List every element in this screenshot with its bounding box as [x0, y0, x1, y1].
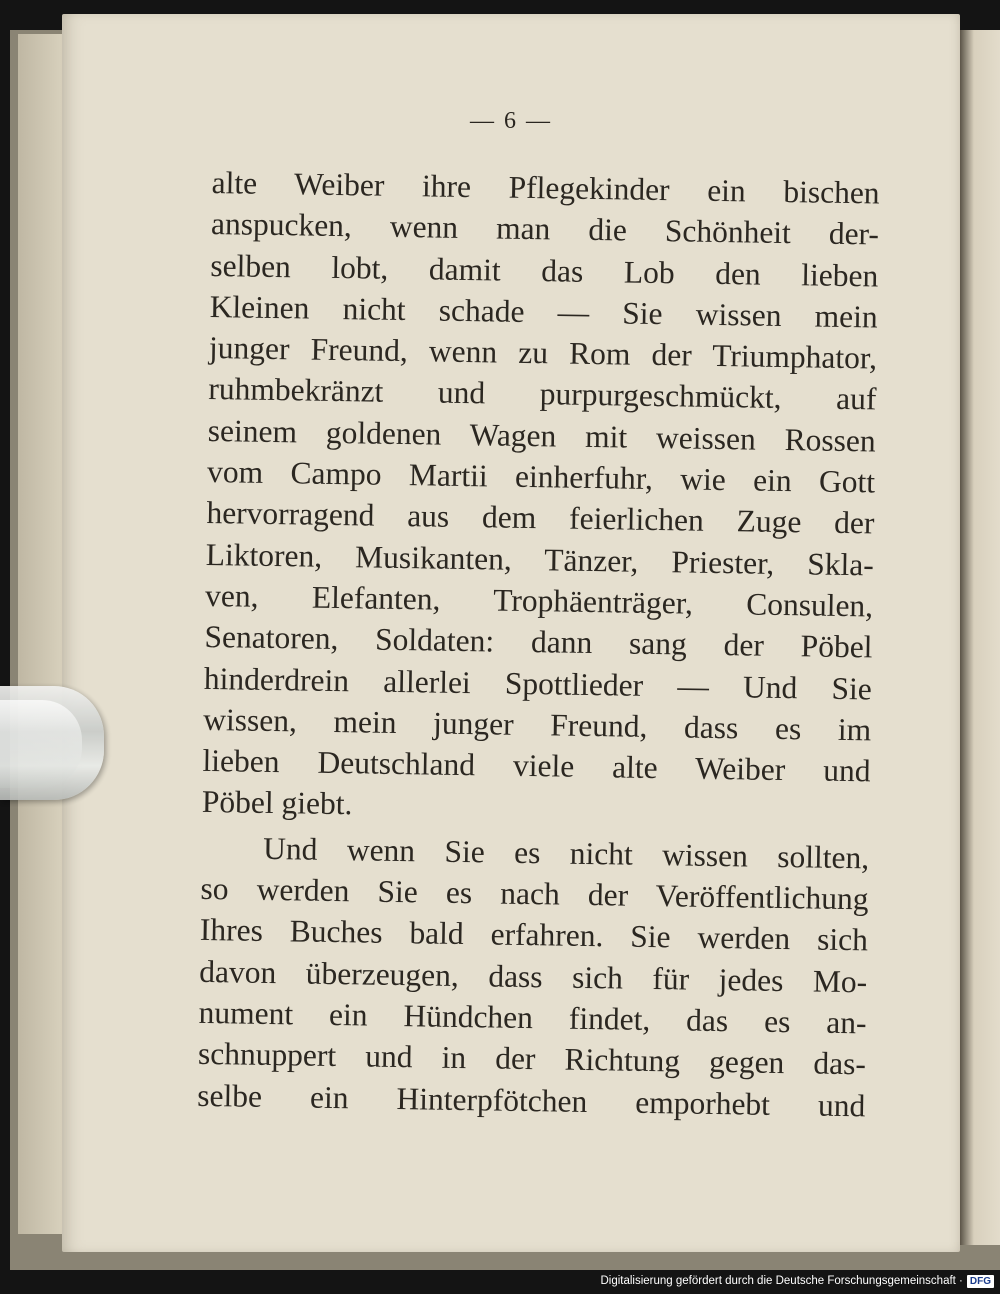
text-line: hervorragend aus dem feierlichen Zuge der: [206, 495, 875, 541]
right-page-edge: [960, 30, 1000, 1245]
text-line: nument ein Hündchen findet, das es an-: [198, 994, 867, 1041]
text-line: Liktoren, Musikanten, Tänzer, Priester, Skla-: [205, 536, 875, 583]
text-line: junger Freund, wenn zu Rom der Triumphator,: [208, 330, 878, 376]
text-line: vom Campo Martii einherfuhr, wie ein Gott: [206, 454, 876, 500]
text-line: lieben Deutschland viele alte Weiber und: [202, 743, 871, 789]
text-line: schnuppert und in der Richtung gegen das-: [197, 1036, 867, 1082]
digitization-credit: [600, 1272, 994, 1290]
text-line: alte Weiber ihre Pflegekinder ein bischen: [211, 164, 880, 211]
text-line: selben lobt, damit das Lob den lieben: [210, 247, 879, 294]
text-line: wissen, mein junger Freund, dass es im: [202, 701, 872, 748]
text-line: Senatoren, Soldaten: dann sang der Pöbel: [204, 619, 873, 665]
page-number: — 6 —: [470, 108, 552, 134]
text-line: ruhmbekränzt und purpurgeschmückt, auf: [208, 371, 877, 417]
book-page: [62, 14, 960, 1252]
text-line: selbe ein Hinterpfötchen emporhebt und: [197, 1077, 866, 1123]
text-line: so werden Sie es nach der Veröffentlichung: [200, 870, 869, 917]
text-line: seinem goldenen Wagen mit weissen Rossen: [207, 412, 876, 459]
text-line: ven, Elefanten, Trophäenträger, Consulen,: [204, 577, 874, 624]
text-line: Kleinen nicht schade — Sie wissen mein: [209, 288, 878, 335]
paragraph-start-line: Und wenn Sie es nicht wissen sollten,: [262, 830, 870, 876]
page-body-text: [197, 162, 880, 1126]
text-line: Ihres Buches bald erfahren. Sie werden sich: [199, 912, 869, 958]
credit-text: Digitalisierung gefördert durch die Deutsche Forschungsgemeinschaft ·: [600, 1275, 963, 1287]
text-line: Pöbel giebt.: [201, 784, 353, 822]
text-line: hinderdrein allerlei Spottlieder — Und Sie: [203, 660, 873, 706]
dfg-logo: DFG: [967, 1275, 994, 1288]
text-line: davon überzeugen, dass sich für jedes Mo-: [199, 953, 868, 1000]
text-line: anspucken, wenn man die Schönheit der-: [210, 206, 880, 252]
page-holder-clip-highlight: [0, 700, 82, 788]
